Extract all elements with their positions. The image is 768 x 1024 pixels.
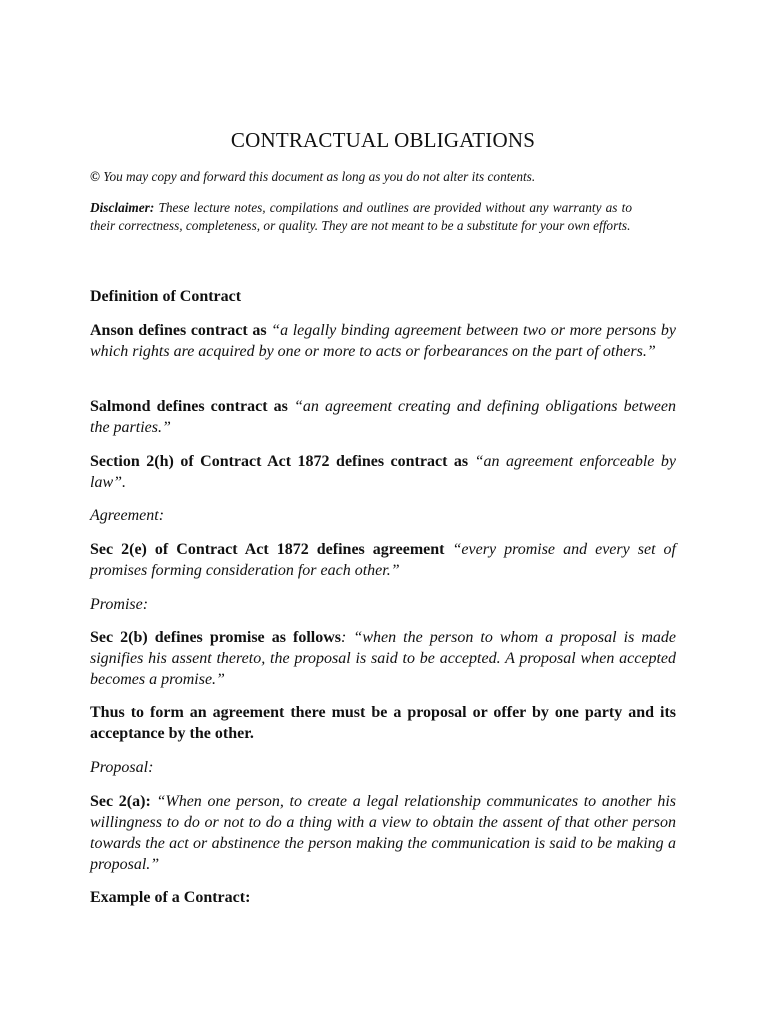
example-heading: Example of a Contract:: [90, 889, 251, 906]
salmond-lead: Salmond defines contract as: [90, 398, 288, 415]
sec2b-lead: Sec 2(b) defines promise as follows: [90, 629, 342, 646]
salmond-quote: “an agreement creating and defining obligations between the parties.”: [90, 398, 676, 436]
sec2b-colon: :: [341, 629, 347, 646]
copyright-symbol: ©: [90, 169, 100, 184]
document-title: CONTRACTUAL OBLIGATIONS: [230, 128, 536, 152]
salmond-definition: [90, 396, 676, 438]
promise-label: Promise:: [90, 596, 149, 613]
section-2a-definition: [90, 791, 676, 875]
section-heading: Definition of Contract: [90, 288, 242, 305]
disclaimer-label: Disclaimer:: [90, 200, 155, 215]
agreement-summary: Thus to form an agreement there must be a proposal or offer by one party and its acceptance by the other.: [90, 704, 676, 742]
section-2h-definition: [90, 451, 676, 493]
sec2h-quote: “an agreement enforceable by law”.: [90, 453, 677, 491]
sec2a-lead: Sec 2(a): [90, 793, 146, 810]
sec2e-lead: Sec 2(e) of Contract Act 1872 defines agreement: [90, 541, 445, 558]
sec2b-quote: “when the person to whom a proposal is made signifies his assent thereto, the proposal is said to be accepted. A proposal when accepted becomes a promise.”: [90, 629, 677, 688]
copyright-text: You may copy and forward this document as long as you do not alter its contents.: [103, 169, 536, 184]
section-2e-definition: [90, 539, 676, 581]
section-2b-definition: [90, 627, 676, 690]
sec2a-quote: “When one person, to create a legal relationship communicates to another his willingness to do or not to do a thing with a view to obtain the assent of that other person towards the act or abstinence the person making the communication is said to be making a proposal.”: [90, 793, 676, 873]
agreement-label: Agreement:: [90, 507, 165, 524]
anson-lead: Anson defines contract as: [90, 322, 267, 339]
sec2h-lead: Section 2(h) of Contract Act 1872 defines contract as: [90, 453, 469, 470]
sec2e-quote: “every promise and every set of promises forming consideration for each other.”: [90, 541, 677, 579]
anson-quote: “a legally binding agreement between two or more persons by which rights are acquired by one or more to acts or forbearances on the part of others.”: [90, 322, 676, 360]
anson-definition: [90, 320, 676, 362]
sec2a-colon: :: [145, 793, 151, 810]
proposal-label: Proposal:: [90, 759, 154, 776]
copyright-notice: [90, 169, 676, 185]
disclaimer: [90, 199, 632, 235]
disclaimer-text: These lecture notes, compilations and outlines are provided without any warranty as to their correctness, completeness, or quality. They are not meant to be a substitute for your own efforts.: [90, 200, 632, 233]
